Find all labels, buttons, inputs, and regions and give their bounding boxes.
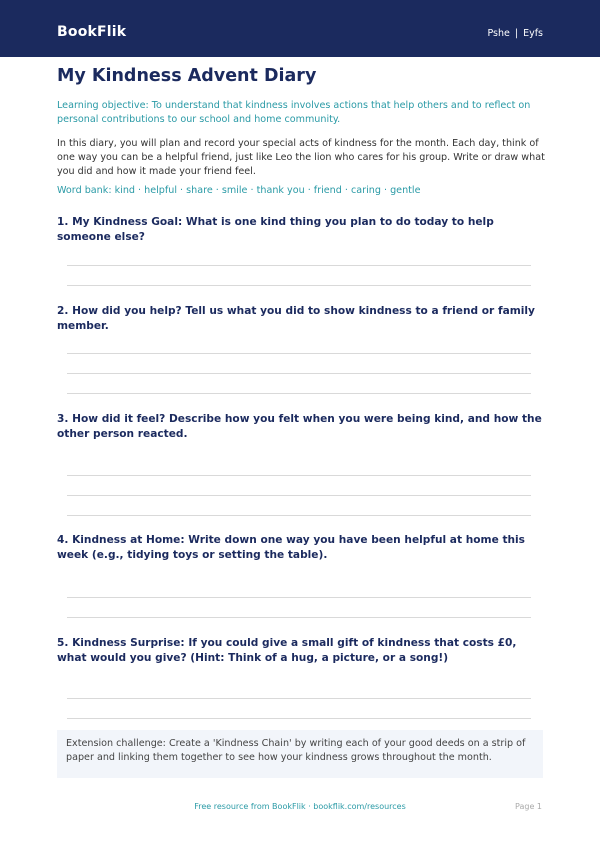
tag-separator: | xyxy=(514,28,519,39)
brand-logo[interactable]: BookFlik xyxy=(57,24,127,40)
answer-line[interactable] xyxy=(67,718,531,719)
tag-eyfs: Eyfs xyxy=(523,28,543,39)
intro-paragraph: In this diary, you will plan and record your special acts of kindness for the month. Each day, think of one way you can be a helpful friend, just like Leo the lion who cares for his group. Write or draw what you did and how it made your friend feel. xyxy=(57,138,545,177)
answer-line[interactable] xyxy=(67,597,531,598)
page-header xyxy=(0,0,600,57)
answer-line[interactable] xyxy=(67,373,531,374)
extension-challenge: Extension challenge: Create a 'Kindness Chain' by writing each of your good deeds on a strip of paper and linking them together to see how your kindness grows throughout the month. xyxy=(57,730,543,778)
answer-line[interactable] xyxy=(67,285,531,286)
question-5: 5. Kindness Surprise: If you could give a small gift of kindness that costs £0, what would you give? (Hint: Think of a hug, a picture, or a song!) xyxy=(57,637,517,664)
question-4: 4. Kindness at Home: Write down one way you have been helpful at home this week (e.g., tidying toys or setting the table). xyxy=(57,534,525,561)
footer-link[interactable]: Free resource from BookFlik · bookflik.com/resources xyxy=(194,802,406,811)
question-2: 2. How did you help? Tell us what you did to show kindness to a friend or family member. xyxy=(57,305,535,332)
answer-line[interactable] xyxy=(67,617,531,618)
word-bank: Word bank: kind · helpful · share · smile · thank you · friend · caring · gentle xyxy=(57,185,421,196)
page-number: Page 1 xyxy=(515,802,542,811)
tag-pshe: Pshe xyxy=(487,28,510,39)
answer-line[interactable] xyxy=(67,515,531,516)
page-title: My Kindness Advent Diary xyxy=(57,66,317,86)
answer-line[interactable] xyxy=(67,698,531,699)
learning-objective: Learning objective: To understand that kindness involves actions that help others and to reflect on personal contributions to our school and home community. xyxy=(57,100,531,125)
question-1: 1. My Kindness Goal: What is one kind thing you plan to do today to help someone else? xyxy=(57,216,494,243)
subject-tags xyxy=(487,28,543,39)
answer-line[interactable] xyxy=(67,495,531,496)
answer-line[interactable] xyxy=(67,265,531,266)
answer-line[interactable] xyxy=(67,475,531,476)
answer-line[interactable] xyxy=(67,393,531,394)
answer-line[interactable] xyxy=(67,353,531,354)
question-3: 3. How did it feel? Describe how you felt when you were being kind, and how the other person reacted. xyxy=(57,413,542,440)
